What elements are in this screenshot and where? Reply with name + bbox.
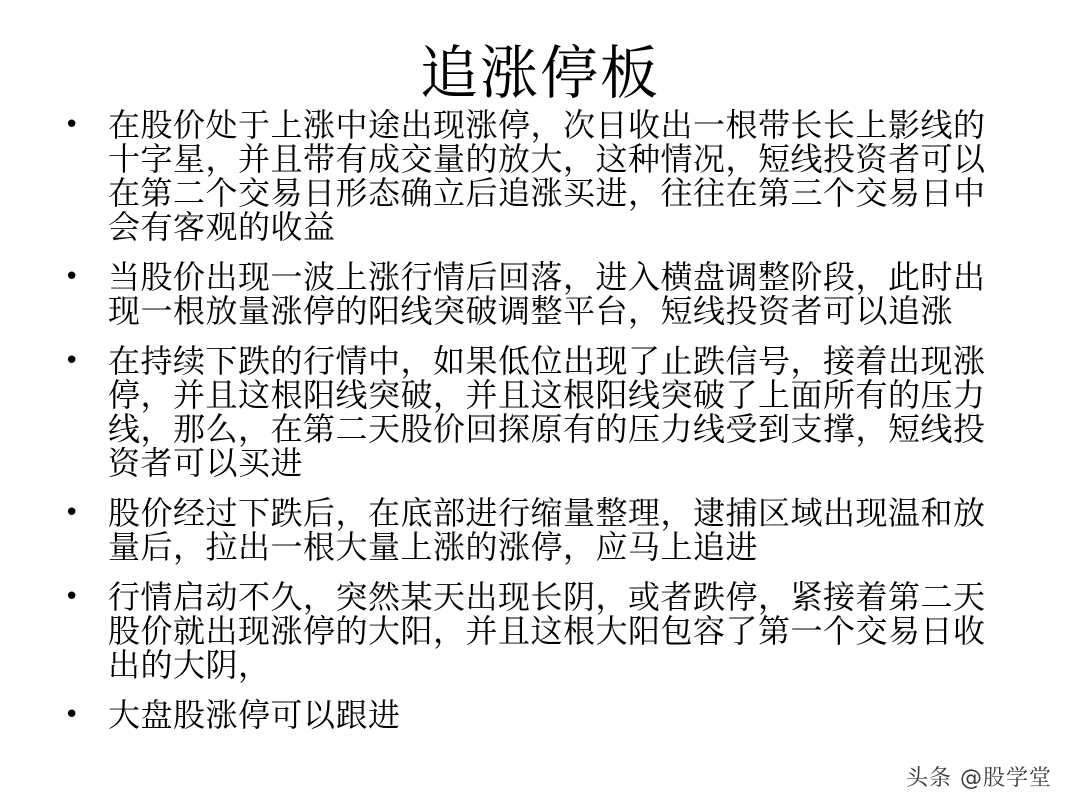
bullet-item [60,260,1020,328]
bullet-item [60,108,1020,244]
bullet-dot-icon: • [64,498,80,528]
bullet-dot-icon: • [64,582,80,612]
watermark: 头条 @股学堂 [906,766,1052,791]
bullet-dot-icon: • [64,262,80,292]
bullet-text: 股价经过下跌后，在底部进行缩量整理，逮捕区域出现温和放量后，拉出一根大量上涨的涨停，应马上追进 [108,494,986,566]
bullet-list [60,108,1020,748]
bullet-dot-icon: • [64,700,80,730]
bullet-text: 在股价处于上涨中途出现涨停，次日收出一根带长长上影线的十字星，并且带有成交量的放大，这种情况，短线投资者可以在第二个交易日形态确立后追涨买进，往往在第三个交易日中会有客观的收益 [108,106,986,246]
bullet-item [60,496,1020,564]
bullet-text: 行情启动不久，突然某天出现长阴，或者跌停，紧接着第二天股价就出现涨停的大阳，并且这根大阳包容了第一个交易日收出的大阴， [108,578,986,684]
bullet-item [60,580,1020,682]
bullet-dot-icon: • [64,346,80,376]
bullet-text: 在持续下跌的行情中，如果低位出现了止跌信号，接着出现涨停，并且这根阳线突破，并且这根阳线突破了上面所有的压力线，那么，在第二天股价回探原有的压力线受到支撑，短线投资者可以买进 [108,342,986,482]
slide-title: 追涨停板 [419,39,660,107]
bullet-item [60,344,1020,480]
bullet-text: 当股价出现一波上涨行情后回落，进入横盘调整阶段，此时出现一根放量涨停的阳线突破调整平台，短线投资者可以追涨 [108,258,986,330]
bullet-item [60,698,1020,732]
bullet-dot-icon: • [64,110,80,140]
bullet-text: 大盘股涨停可以跟进 [108,696,401,734]
